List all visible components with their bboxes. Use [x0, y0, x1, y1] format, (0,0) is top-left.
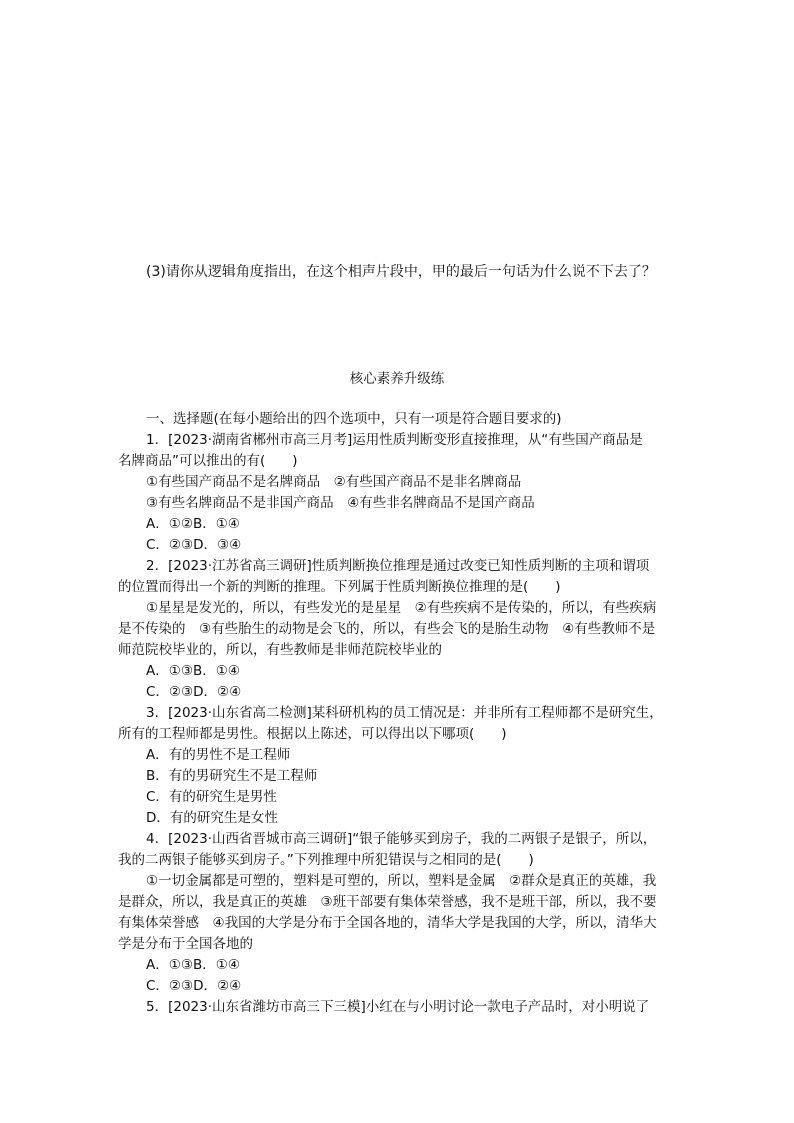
q2-stem-line1: 2．[2023·江苏省高三调研]性质判断换位推理是通过改变已知性质判断的主项和谓项	[146, 558, 650, 574]
q1-choice-ab: A．①②B．①④	[146, 516, 240, 532]
q2-choice-cd: C．②③D．②④	[146, 684, 242, 700]
question-3-prompt: (3)请你从逻辑角度指出，在这个相声片段中，甲的最后一句话为什么说不下去了？	[146, 264, 656, 280]
q4-stem-line1: 4．[2023·山西省晋城市高三调研]“银子能够买到房子，我的二两银子是银子，所以，	[146, 831, 657, 847]
q4-options-line2: 是群众，所以，我是真正的英雄 ③班干部要有集体荣誉感，我不是班干部，所以，我不要	[118, 894, 657, 910]
q2-options-line2: 是不传染的 ③有些胎生的动物是会飞的，所以，有些会飞的是胎生动物 ④有些教师不是	[118, 621, 656, 637]
section-title: 核心素养升级练	[349, 371, 445, 387]
q1-stem-line1: 1．[2023·湖南省郴州市高三月考]运用性质判断变形直接推理，从“有些国产商品是	[146, 432, 643, 448]
q4-choice-cd: C．②③D．②④	[146, 978, 242, 994]
q4-options-line1: ①一切金属都是可塑的，塑料是可塑的，所以，塑料是金属 ②群众是真正的英雄，我	[146, 873, 657, 889]
q4-stem-line2: 我的二两银子能够买到房子。”下列推理中所犯错误与之相同的是( )	[118, 852, 534, 868]
q3-choice-b: B．有的男研究生不是工程师	[146, 768, 318, 784]
q4-choice-ab: A．①③B．①④	[146, 957, 240, 973]
q2-choice-ab: A．①③B．①④	[146, 663, 240, 679]
q4-options-line4: 学是分布于全国各地的	[118, 936, 253, 952]
q2-options-line3: 师范院校毕业的，所以，有些教师是非师范院校毕业的	[118, 642, 442, 658]
q2-stem-line2: 的位置而得出一个新的判断的推理。下列属于性质判断换位推理的是( )	[118, 579, 561, 595]
q2-options-line1: ①星星是发光的，所以，有些发光的是星星 ②有些疾病不是传染的，所以，有些疾病	[146, 600, 657, 616]
q3-stem-line1: 3．[2023·山东省高二检测]某科研机构的员工情况是：并非所有工程师都不是研究生，	[146, 705, 663, 721]
q5-stem-line1: 5．[2023·山东省潍坊市高三下三模]小红在与小明讨论一款电子产品时，对小明说了	[146, 999, 650, 1015]
q3-choice-d: D．有的研究生是女性	[146, 810, 278, 826]
q1-options-line2: ③有些名牌商品不是非国产商品 ④有些非名牌商品不是国产商品	[146, 495, 535, 511]
q1-stem-line2: 名牌商品”可以推出的有( )	[118, 453, 298, 469]
q3-choice-a: A．有的男性不是工程师	[146, 747, 291, 763]
q1-choice-cd: C．②③D．③④	[146, 537, 242, 553]
q4-options-line3: 有集体荣誉感 ④我国的大学是分布于全国各地的，清华大学是我国的大学，所以，清华大	[118, 915, 657, 931]
q3-choice-c: C．有的研究生是男性	[146, 789, 277, 805]
q3-stem-line2: 所有的工程师都是男性。根据以上陈述，可以得出以下哪项( )	[118, 726, 507, 742]
part-heading: 一、选择题(在每小题给出的四个选项中，只有一项是符合题目要求的)	[146, 411, 562, 427]
q1-options-line1: ①有些国产商品不是名牌商品 ②有些国产商品不是非名牌商品	[146, 474, 522, 490]
